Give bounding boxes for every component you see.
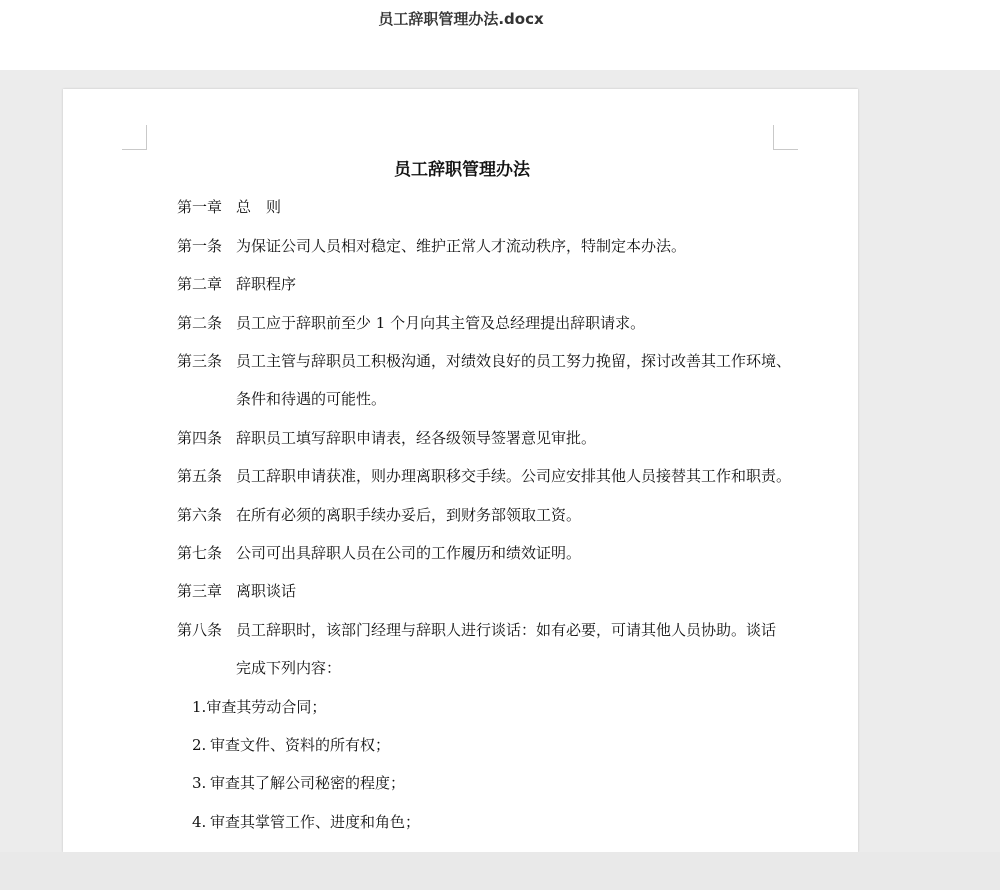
list-item-text: 审查文件、资料的所有权；: [210, 736, 391, 754]
article-label: 第五条: [177, 467, 223, 485]
list-item: [192, 812, 420, 832]
article-8-continuation: 完成下列内容：: [236, 659, 342, 677]
article-text: 员工应于辞职前至少 1 个月向其主管及总经理提出辞职请求。: [236, 314, 646, 332]
article-6: [177, 505, 581, 525]
article-label: 第一条: [177, 237, 223, 255]
chapter-1: [177, 197, 281, 217]
article-text: 员工辞职申请获准，则办理离职移交手续。公司应安排其他人员接替其工作和职责。: [236, 467, 792, 485]
article-text: 公司可出具辞职人员在公司的工作履历和绩效证明。: [236, 544, 582, 562]
margin-corner-mark-right: [773, 125, 798, 150]
article-3-continuation: 条件和待遇的可能性。: [236, 390, 387, 408]
article-4: [177, 428, 596, 448]
title-bar: [0, 0, 1000, 70]
list-item-text: 审查其劳动合同；: [206, 698, 327, 716]
article-label: 第三条: [177, 352, 223, 370]
article-1: [177, 236, 686, 256]
article-3: [177, 351, 791, 371]
list-item-number: 3.: [192, 774, 207, 792]
list-item-number: 2.: [192, 736, 207, 754]
list-item: [192, 735, 390, 755]
article-2: [177, 313, 645, 333]
chapter-text: 辞职程序: [236, 275, 297, 293]
chapter-label: 第二章: [177, 275, 223, 293]
article-text: 为保证公司人员相对稳定、维护正常人才流动秩序，特制定本办法。: [236, 237, 687, 255]
article-text: 在所有必须的离职手续办妥后，到财务部领取工资。: [236, 506, 582, 524]
article-label: 第四条: [177, 429, 223, 447]
list-item-text: 审查其了解公司秘密的程度；: [210, 774, 406, 792]
list-item: [192, 773, 405, 793]
article-label: 第六条: [177, 506, 223, 524]
article-label: 第七条: [177, 544, 223, 562]
list-item-number: 1.: [192, 698, 207, 716]
list-item: [192, 697, 326, 717]
chapter-3: [177, 581, 296, 601]
document-page[interactable]: [63, 89, 858, 852]
article-7: [177, 543, 581, 563]
article-label: 第八条: [177, 621, 223, 639]
article-8: [177, 620, 776, 640]
article-text: 员工主管与辞职员工积极沟通，对绩效良好的员工努力挽留，探讨改善其工作环境、: [236, 352, 792, 370]
list-item-number: 4.: [192, 813, 207, 831]
article-text: 员工辞职时，该部门经理与辞职人进行谈话：如有必要，可请其他人员协助。谈话: [236, 621, 777, 639]
chapter-text: 离职谈话: [236, 582, 297, 600]
chapter-text: 总 则: [236, 198, 282, 216]
article-5: [177, 466, 791, 486]
chapter-2: [177, 274, 296, 294]
chapter-label: 第一章: [177, 198, 223, 216]
bottom-status-bar: [0, 852, 1000, 890]
chapter-label: 第三章: [177, 582, 223, 600]
article-label: 第二条: [177, 314, 223, 332]
article-text: 辞职员工填写辞职申请表，经各级领导签署意见审批。: [236, 429, 597, 447]
list-item-text: 审查其掌管工作、进度和角色；: [210, 813, 421, 831]
margin-corner-mark-left: [122, 125, 147, 150]
document-filename: 员工辞职管理办法.docx: [378, 10, 544, 28]
document-heading: 员工辞职管理办法: [394, 160, 530, 180]
